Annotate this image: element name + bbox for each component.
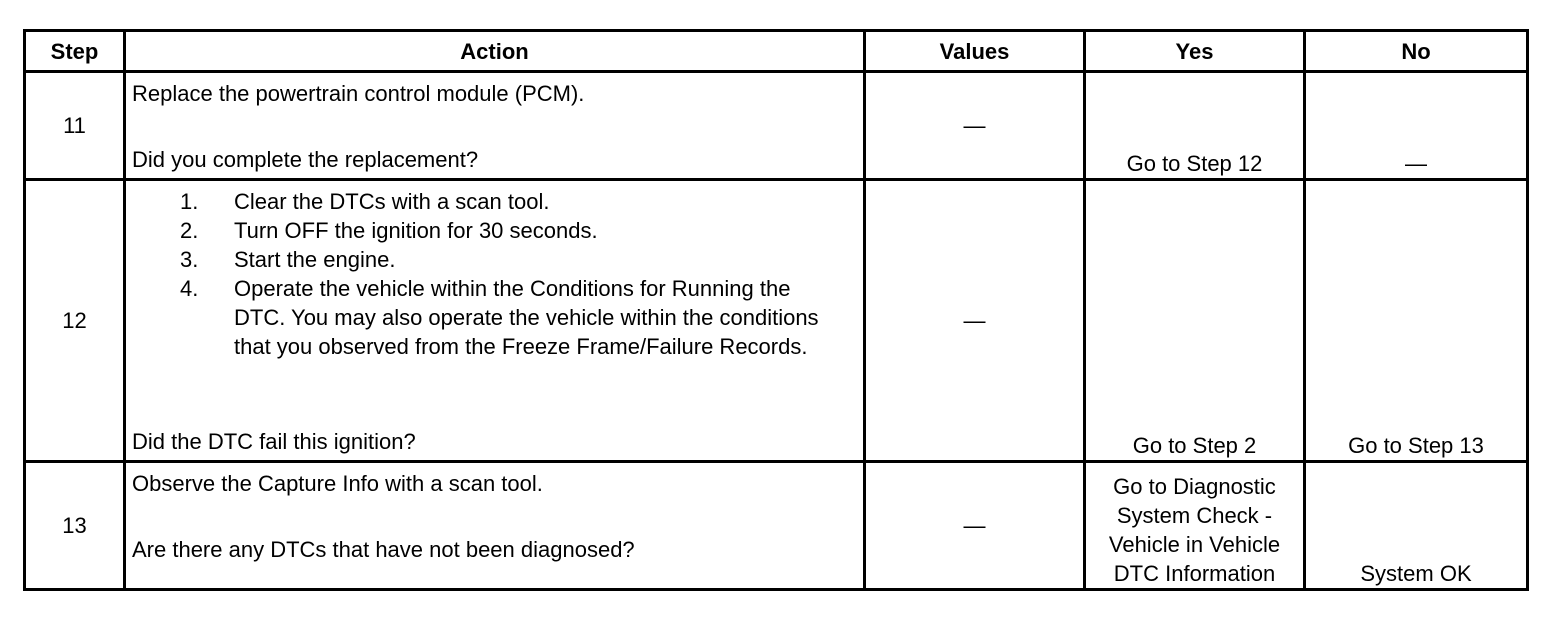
values-cell: — bbox=[865, 462, 1085, 590]
yes-cell bbox=[1085, 462, 1305, 590]
action-question: Are there any DTCs that have not been diagnosed? bbox=[132, 537, 635, 562]
yes-line: System Check - bbox=[1116, 503, 1273, 528]
list-item bbox=[180, 187, 857, 216]
table-row bbox=[25, 72, 1528, 180]
no-cell: System OK bbox=[1305, 462, 1528, 590]
yes-cell: Go to Step 2 bbox=[1085, 180, 1305, 462]
action-cell bbox=[125, 462, 865, 590]
action-cell bbox=[125, 72, 865, 180]
yes-cell: Go to Step 12 bbox=[1085, 72, 1305, 180]
header-no: No bbox=[1305, 31, 1528, 72]
action-question: Did you complete the replacement? bbox=[132, 147, 479, 172]
action-text: Replace the powertrain control module (PCM). bbox=[132, 81, 585, 106]
action-text: Observe the Capture Info with a scan tool. bbox=[132, 471, 543, 496]
header-values: Values bbox=[865, 31, 1085, 72]
list-item-number: 3. bbox=[180, 247, 199, 272]
yes-line: DTC Information bbox=[1113, 561, 1276, 586]
values-cell: — bbox=[865, 72, 1085, 180]
list-item-text: Start the engine. bbox=[234, 247, 396, 272]
list-item bbox=[180, 245, 857, 274]
no-cell: Go to Step 13 bbox=[1305, 180, 1528, 462]
step-number: 13 bbox=[25, 462, 125, 590]
no-cell: — bbox=[1305, 72, 1528, 180]
yes-line: Go to Diagnostic bbox=[1113, 474, 1276, 499]
list-item-number: 4. bbox=[180, 276, 199, 301]
yes-line: Vehicle in Vehicle bbox=[1108, 532, 1281, 557]
header-action: Action bbox=[125, 31, 865, 72]
step-number: 12 bbox=[25, 180, 125, 462]
table-row bbox=[25, 180, 1528, 462]
step-number: 11 bbox=[25, 72, 125, 180]
action-cell bbox=[125, 180, 865, 462]
list-item bbox=[180, 274, 857, 361]
procedure-list bbox=[132, 187, 857, 361]
list-item-number: 1. bbox=[180, 189, 199, 214]
values-cell: — bbox=[865, 180, 1085, 462]
header-step: Step bbox=[25, 31, 125, 72]
header-yes: Yes bbox=[1085, 31, 1305, 72]
list-item-text: Clear the DTCs with a scan tool. bbox=[234, 189, 550, 214]
list-item-text: Operate the vehicle within the Conditions for Running the DTC. You may also operate the vehicle within the conditions that you observed from the Freeze Frame/Failure Records. bbox=[234, 276, 819, 359]
table-row bbox=[25, 462, 1528, 590]
action-question: Did the DTC fail this ignition? bbox=[132, 429, 416, 454]
header-row bbox=[25, 31, 1528, 72]
list-item-number: 2. bbox=[180, 218, 199, 243]
list-item bbox=[180, 216, 857, 245]
diagnostic-table bbox=[23, 29, 1529, 591]
list-item-text: Turn OFF the ignition for 30 seconds. bbox=[234, 218, 598, 243]
